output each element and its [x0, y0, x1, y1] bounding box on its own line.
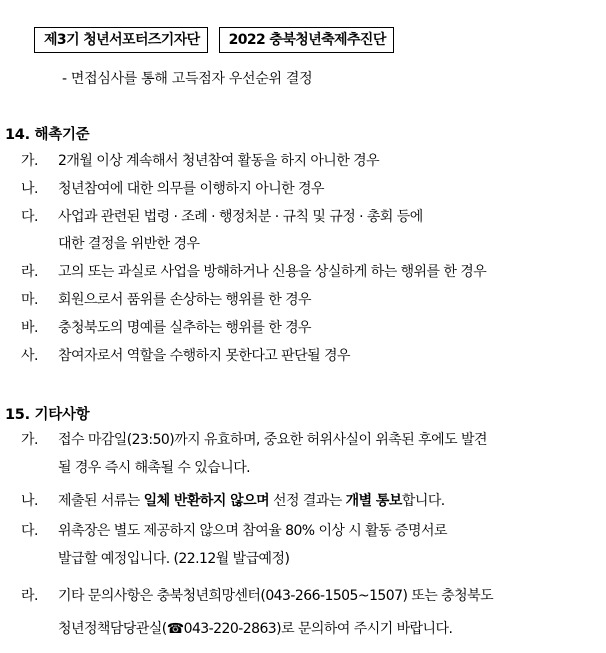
tag-reporters: 제3기 청년서포터즈기자단 [34, 27, 208, 53]
item-marker: 바. [21, 320, 38, 336]
item-text: 충청북도의 명예를 실추하는 행위를 한 경우 [58, 320, 312, 336]
item-text: 고의 또는 과실로 사업을 방해하거나 신용을 상실하게 하는 행위를 한 경우 [58, 264, 487, 280]
section-15-title: 15. 기타사항 [5, 407, 90, 423]
s15-item-da [21, 520, 601, 540]
item-marker: 가. [21, 153, 38, 169]
item-text: 참여자로서 역할을 수행하지 못한다고 판단될 경우 [58, 348, 350, 364]
s14-item-ma [21, 289, 601, 309]
s15-item-na [21, 490, 601, 510]
item-marker: 나. [21, 181, 38, 197]
item-text: 청년참여에 대한 의무를 이행하지 아니한 경우 [58, 181, 325, 197]
s14-item-na [21, 178, 601, 198]
s14-item-ga [21, 150, 601, 170]
item-text-bold-notice: 개별 통보 [345, 493, 402, 509]
s15-item-ga [21, 429, 601, 449]
item-marker: 라. [21, 264, 38, 280]
selection-note: - 면접심사를 통해 고득점자 우선순위 결정 [62, 71, 313, 87]
item-text: 기타 문의사항은 충북청년희망센터(043-266-1505~1507) 또는 충청북도 [58, 588, 494, 604]
item-marker: 사. [21, 348, 38, 364]
item-marker: 다. [21, 523, 38, 539]
s15-item-ra-cont: 청년정책담당관실(☎043-220-2863)로 문의하여 주시기 바랍니다. [58, 621, 453, 637]
tag-festival: 2022 충북청년축제추진단 [219, 27, 394, 53]
item-text: 회원으로서 품위를 손상하는 행위를 한 경우 [58, 292, 312, 308]
item-marker: 가. [21, 432, 38, 448]
item-text: 2개월 이상 계속해서 청년참여 활동을 하지 아니한 경우 [58, 153, 380, 169]
s14-item-da-cont: 대한 결정을 위반한 경우 [58, 236, 200, 252]
s15-item-ra [21, 585, 601, 605]
item-text: 접수 마감일(23:50)까지 유효하며, 중요한 허위사실이 위촉된 후에도 발견 [58, 432, 487, 448]
section-14-title: 14. 해촉기준 [5, 127, 90, 143]
s14-item-sa [21, 345, 601, 365]
s15-item-da-cont: 발급할 예정입니다. (22.12월 발급예정) [58, 551, 290, 567]
item-text-part1: 제출된 서류는 [58, 493, 144, 509]
s14-item-ba [21, 317, 601, 337]
item-marker: 마. [21, 292, 38, 308]
item-text-bold-no-return: 일체 반환하지 않으며 [143, 493, 270, 509]
item-text: 사업과 관련된 법령 · 조례 · 행정처분 · 규칙 및 규정 · 총회 등에 [58, 209, 423, 225]
header-tags [34, 27, 394, 53]
s15-item-ga-cont: 될 경우 즉시 해촉될 수 있습니다. [58, 460, 251, 476]
item-marker: 나. [21, 493, 38, 509]
item-text-part3: 합니다. [401, 493, 445, 509]
s14-item-ra [21, 261, 601, 281]
item-text: 위촉장은 별도 제공하지 않으며 참여율 80% 이상 시 활동 증명서로 [58, 523, 447, 539]
item-marker: 라. [21, 588, 38, 604]
s14-item-da [21, 206, 601, 226]
item-marker: 다. [21, 209, 38, 225]
item-text-part2: 선정 결과는 [269, 493, 346, 509]
